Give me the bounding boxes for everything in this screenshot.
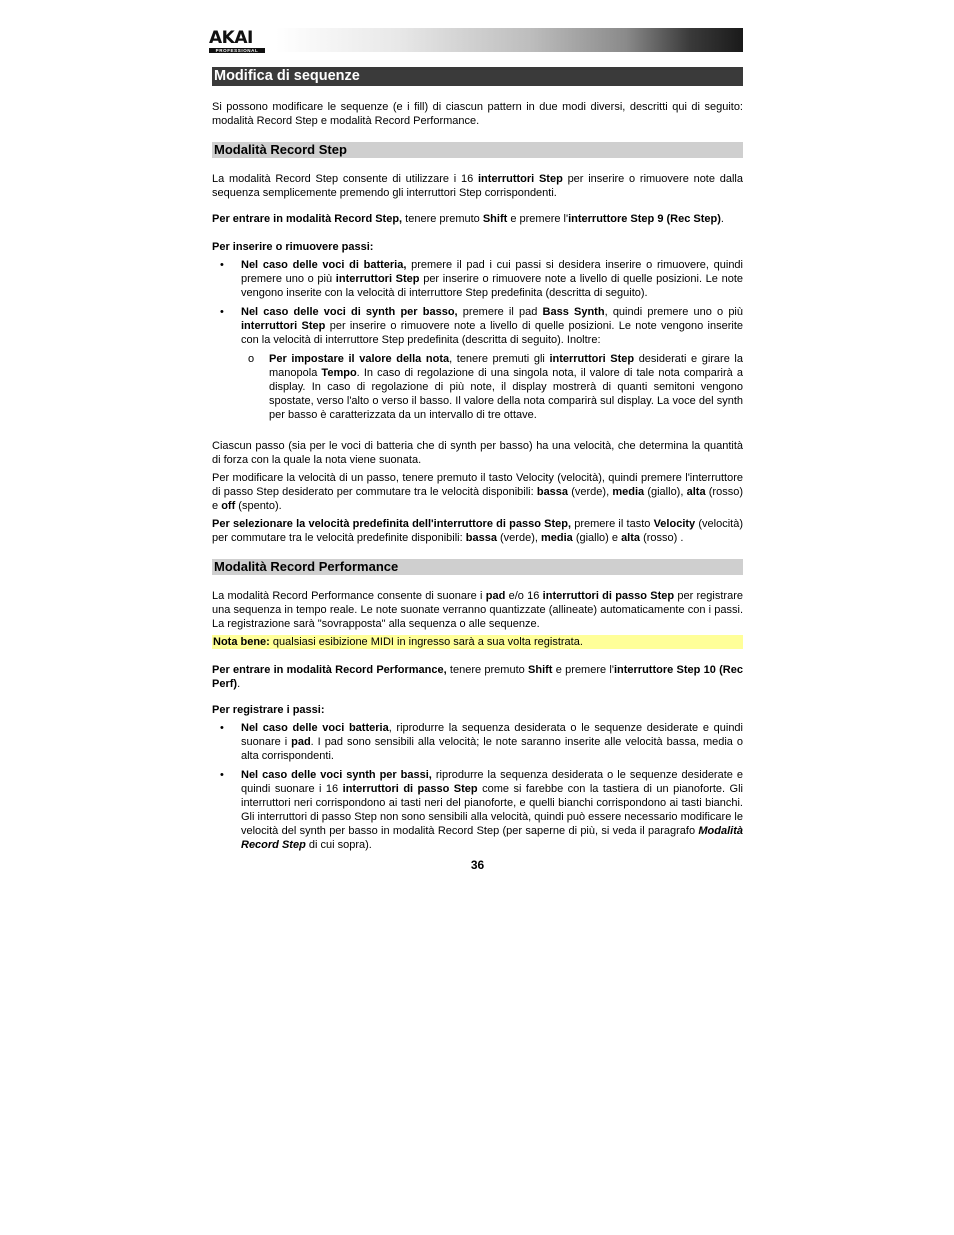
record-step-list (212, 258, 743, 422)
heading-record-step: Modalità Record Step (212, 142, 743, 158)
akai-logo (209, 30, 267, 52)
record-step-p3: Ciascun passo (sia per le voci di batteria che di synth per basso) ha una velocità, che determina la quantità di forza con la quale la nota viene suonata. (212, 440, 743, 466)
heading-record-performance: Modalità Record Performance (212, 559, 743, 575)
record-perf-list (212, 721, 743, 852)
list-item: • Nel caso delle voci synth per bassi, riprodurre la sequenza desiderata o le sequenze desiderate e quindi suonare i 16 interruttori di passo Step come si farebbe con la tastiera di un pianoforte. Gli interruttori neri corrispondono ai tasti neri del pianoforte, e quelli bianchi corrispondono ai tasti bianchi. Gli interruttori di passo Step non sono sensibili alla velocità, quindi può essere necessario modificare le velocità del synth per basso in modalità Record Step (per saperne di più, si veda il paragrafo Modalità Record Step di cui sopra). (220, 769, 744, 851)
steps-label: Per inserire o rimuovere passi: (212, 241, 374, 253)
record-step-p1: La modalità Record Step consente di utilizzare i 16 interruttori Step per inserire o rimuovere note dalla sequenza semplicemente premendo gli interruttori Step corrispondenti. (212, 173, 743, 199)
list-item: • Nel caso delle voci batteria, riprodurre la sequenza desiderata o le sequenze desiderate e quindi suonare i pad. I pad sono sensibili alla velocità; le note saranno inserite alle velocità bassa, media o alta corrispondenti. (220, 722, 743, 762)
record-step-p5: Per selezionare la velocità predefinita dell'interruttore di passo Step, premere il tasto Velocity (velocità) per commutare tra le velocità predefinite disponibili: bassa (verde), media (giallo) e alta (rosso) . (212, 518, 743, 544)
intro-paragraph: Si possono modificare le sequenze (e i fill) di ciascun pattern in due modi diversi, descritti qui di seguito: modalità Record Step e modalità Record Performance. (212, 101, 743, 127)
record-perf-p1: La modalità Record Performance consente di suonare i pad e/o 16 interruttori di passo Step per registrare una sequenza in tempo reale. Le note suonate verranno quantizzate (allineate) automaticamente con i passi. La registrazione sarà "sovrapposta" alla sequenza o alle sequenze. (212, 590, 743, 630)
record-step-p2: Per entrare in modalità Record Step, tenere premuto Shift e premere l'interruttore Step 9 (Rec Step). (212, 213, 724, 225)
record-perf-p2: Per entrare in modalità Record Performance, tenere premuto Shift e premere l'interruttore Step 10 (Rec Perf). (212, 664, 743, 690)
logo-subtext: PROFESSIONAL (209, 48, 265, 53)
page (209, 28, 744, 872)
steps-label: Per registrare i passi: (212, 704, 325, 716)
note-highlight: Nota bene: qualsiasi esibizione MIDI in ingresso sarà a sua volta registrata. (212, 635, 743, 649)
list-item: • Nel caso delle voci di synth per basso, premere il pad Bass Synth, quindi premere uno o più interruttori Step per inserire o rimuovere note a livello di quelle posizioni. Le note vengono inserite con la velocità di interruttore Step predefinita (descritta di seguito). Inoltre: o Per impostare il valore della nota, tenere premuti gli interruttori Step desiderati e girare la manopola Tempo. In caso di regolazione di una singola nota, il valore di tale nota comparirà a display. In caso di regolazione di più note, il display mostrerà di quanti semitoni vengono spostate, verso l'alto o verso il basso. Il valore della nota comparirà sul display. La voce del synth per basso è caratterizzata da un intervallo di tre ottave. (220, 306, 743, 421)
list-item: • Nel caso delle voci di batteria, premere il pad i cui passi si desidera inserire o rimuovere, quindi premere uno o più interruttori Step per inserire o rimuovere note a livello di quelle posizioni. Le note vengono inserite con la velocità di interruttore Step predefinita (descritta di seguito). (220, 259, 743, 299)
section-title: Modifica di sequenze (212, 67, 743, 86)
bullet-icon: • (220, 722, 224, 734)
bullet-icon: • (220, 769, 224, 781)
bullet-icon: • (220, 259, 224, 271)
bullet-icon: • (220, 306, 224, 318)
sub-list (241, 352, 743, 422)
page-number: 36 (470, 858, 485, 872)
circle-bullet-icon: o (248, 353, 255, 365)
sub-list-item: o Per impostare il valore della nota, tenere premuti gli interruttori Step desiderati e girare la manopola Tempo. In caso di regolazione di una singola nota, il valore di tale nota comparirà a display. In caso di regolazione di più note, il display mostrerà di quanti semitoni vengono spostate, verso l'alto o verso il basso. Il valore della nota comparirà sul display. La voce del synth per basso è caratterizzata da un intervallo di tre ottave. (248, 353, 743, 421)
logo-text: AKAI (209, 28, 253, 48)
header-bar (209, 28, 743, 53)
record-step-p4: Per modificare la velocità di un passo, tenere premuto il tasto Velocity (velocità), quindi premere l'interruttore di passo Step desiderato per commutare tra le velocità disponibili: bassa (verde), media (giallo), alta (rosso) e off (spento). (212, 472, 743, 512)
